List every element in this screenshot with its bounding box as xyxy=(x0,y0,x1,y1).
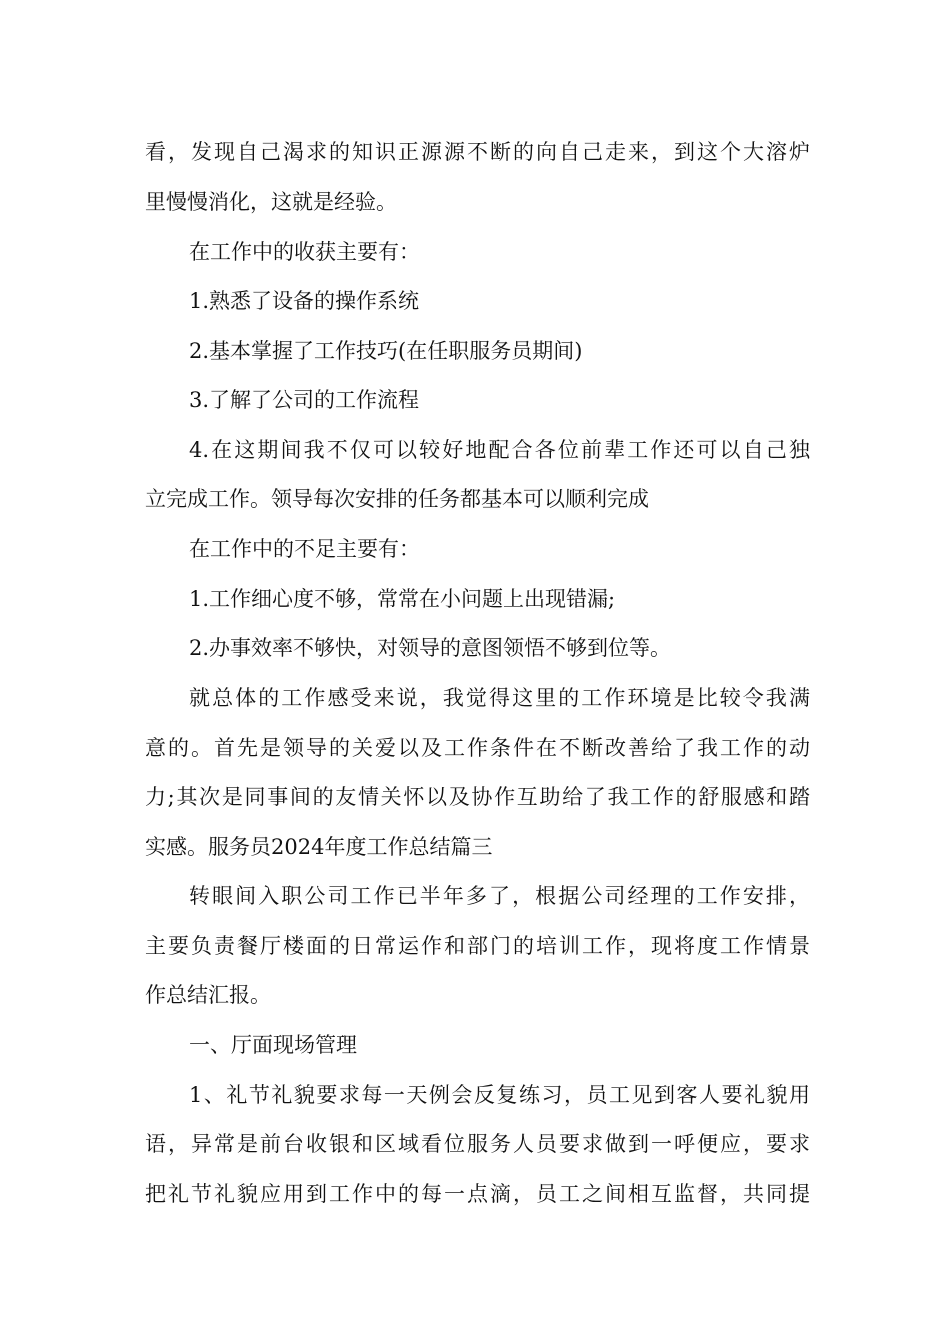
text-line: 主要负责餐厅楼面的日常运作和部门的培训工作，现将度工作情景 xyxy=(145,934,810,958)
text-line: 把礼节礼貌应用到工作中的每一点滴，员工之间相互监督，共同提 xyxy=(145,1182,810,1206)
text-line: 实感。服务员2024年度工作总结篇三 xyxy=(145,835,493,859)
text-line: 意的。首先是领导的关爱以及工作条件在不断改善给了我工作的动 xyxy=(145,736,810,760)
list-item: 1.熟悉了设备的操作系统 xyxy=(189,289,420,313)
text-line: 语，异常是前台收银和区域看位服务人员要求做到一呼便应，要求 xyxy=(145,1132,810,1156)
list-item: 1.工作细心度不够，常常在小问题上出现错漏; xyxy=(189,587,616,611)
list-item: 2.基本掌握了工作技巧(在任职服务员期间) xyxy=(189,339,583,363)
list-item: 3.了解了公司的工作流程 xyxy=(189,388,420,412)
text-line: 作总结汇报。 xyxy=(145,983,271,1007)
paragraph-line: 1、礼节礼貌要求每一天例会反复练习，员工见到客人要礼貌用 xyxy=(189,1083,810,1107)
text-line: 立完成工作。领导每次安排的任务都基本可以顺利完成 xyxy=(145,487,649,511)
section-heading: 在工作中的收获主要有： xyxy=(189,240,420,264)
text-line: 看，发现自己渴求的知识正源源不断的向自己走来，到这个大溶炉 xyxy=(145,140,810,164)
list-item: 4.在这期间我不仅可以较好地配合各位前辈工作还可以自己独 xyxy=(189,438,810,462)
paragraph-line: 就总体的工作感受来说，我觉得这里的工作环境是比较令我满 xyxy=(189,686,810,710)
paragraph-line: 转眼间入职公司工作已半年多了，根据公司经理的工作安排， xyxy=(189,884,810,908)
list-item: 2.办事效率不够快，对领导的意图领悟不够到位等。 xyxy=(189,636,672,660)
text-line: 力;其次是同事间的友情关怀以及协作互助给了我工作的舒服感和踏 xyxy=(145,785,810,809)
section-heading: 在工作中的不足主要有： xyxy=(189,537,420,561)
text-line: 里慢慢消化，这就是经验。 xyxy=(145,190,397,214)
section-heading: 一、厅面现场管理 xyxy=(189,1033,357,1057)
